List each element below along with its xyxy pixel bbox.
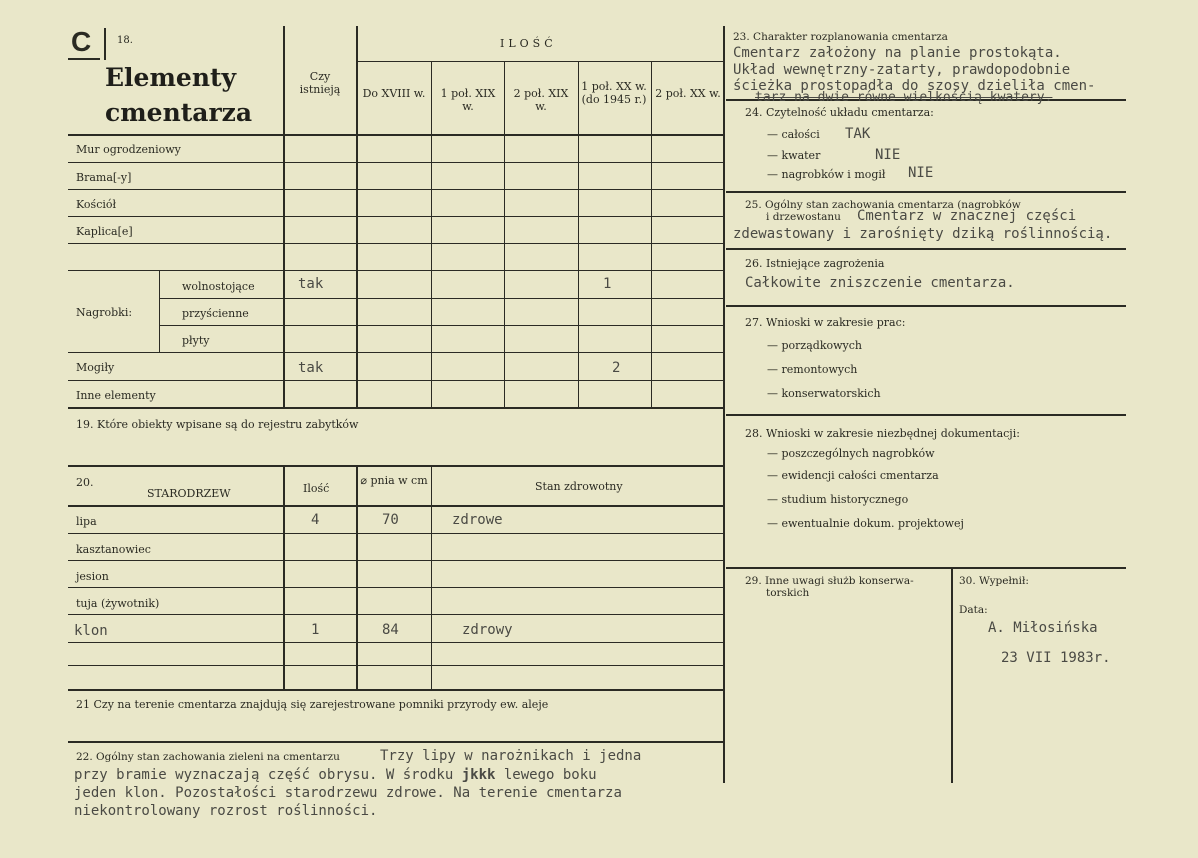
tree-name: kasztanowiec <box>76 543 151 556</box>
wolnostojace-exist-value: tak <box>298 276 324 292</box>
row-line <box>159 325 723 326</box>
row-line <box>68 162 723 163</box>
col-line-2xx <box>651 62 652 408</box>
s19-bottom <box>68 465 723 467</box>
row-label-mur: Mur ogrodzeniowy <box>76 143 181 156</box>
col-line-do18 <box>356 26 358 408</box>
row-line <box>68 270 723 271</box>
s25-value1: Cmentarz w znacznej części <box>857 208 1077 224</box>
tree-name: lipa <box>76 515 97 528</box>
s22-text-line3: jeden klon. Pozostałości starodrzewu zdrowe. Na terenie cmentarza <box>74 785 622 801</box>
s25-bottom <box>726 248 1126 250</box>
row-line <box>68 216 723 217</box>
tree-state: zdrowe <box>452 512 503 528</box>
col-line-1xx <box>578 62 579 408</box>
row-line <box>68 243 723 244</box>
s27-bottom <box>726 414 1126 416</box>
mogily-count-value: 2 <box>612 360 621 376</box>
tree-name-typed: klon <box>74 623 108 639</box>
nagrobki-sub-divider <box>159 271 160 352</box>
s24-bottom <box>726 191 1126 193</box>
s28-bottom <box>726 567 1126 569</box>
s20-col-stan <box>431 466 432 690</box>
s27-a: — porządkowych <box>767 339 862 352</box>
title-line1: Elementy <box>105 63 237 92</box>
tree-state: zdrowy <box>462 622 513 638</box>
row-label-inne: Inne elementy <box>76 389 156 402</box>
tree-diam: 70 <box>382 512 399 528</box>
s24-calosci: — całości <box>767 128 820 141</box>
title-line2: cmentarza <box>105 98 253 127</box>
s25-label2: i drzewostanu <box>766 211 841 223</box>
period-header: 2 poł. XX w. <box>655 87 721 100</box>
s28-d: — ewentualnie dokum. projektowej <box>767 517 964 530</box>
s20-ilosc-header: Ilość <box>303 482 330 495</box>
wolnostojace-count-value: 1 <box>603 276 612 292</box>
col-line-2xix <box>504 62 505 408</box>
s28-a: — poszczególnych nagrobków <box>767 447 935 460</box>
row-line <box>68 352 723 353</box>
s20-bottom <box>68 689 723 691</box>
s24-kwater-value: NIE <box>875 147 901 163</box>
row-line <box>68 614 723 615</box>
period-header: 2 poł. XIX w. <box>513 87 569 113</box>
s20-stan-header: Stan zdrowotny <box>535 480 623 493</box>
mogily-exist-value: tak <box>298 360 324 376</box>
row-label-kaplica: Kaplica[e] <box>76 225 133 238</box>
s30-name: A. Miłosińska <box>988 620 1098 636</box>
ilosc-header: ILOŚĆ <box>500 37 557 50</box>
s23-line4: tarz na dwie równe wielkością kwatery. <box>755 90 1053 105</box>
s20-col-pnia <box>356 466 358 690</box>
s24-nagrobkow-value: NIE <box>908 165 934 181</box>
s22-text-line4: niekontrolowany rozrost roślinności. <box>74 803 378 819</box>
s25-label1: 25. Ogólny stan zachowania cmentarza (nagrobków <box>745 199 1021 211</box>
ilosc-underline <box>357 61 723 62</box>
period-header: Do XVIII w. <box>362 87 426 100</box>
letter-divider <box>104 28 106 60</box>
s26-bottom <box>726 305 1126 307</box>
row-line <box>68 587 723 588</box>
s30-date: 23 VII 1983r. <box>1001 650 1111 666</box>
s24-label: 24. Czytelność układu cmentarza: <box>745 106 934 119</box>
section-letter-box <box>68 28 100 60</box>
period-header: 1 poł. XX w. (do 1945 r.) <box>581 80 647 106</box>
row-line <box>68 189 723 190</box>
s22-label: 22. Ogólny stan zachowania zieleni na cmentarzu <box>76 751 340 763</box>
s30-data-label: Data: <box>959 604 988 616</box>
s20-number: 20. <box>76 476 94 489</box>
s19-label: 19. Które obiekty wpisane są do rejestru zabytków <box>76 418 359 431</box>
s25-value2: zdewastowany i zarośnięty dziką roślinnością. <box>733 226 1113 242</box>
czy-istnieja-header: Czy istnieją <box>299 70 341 96</box>
s23-line2: Układ wewnętrzny-zatarty, prawdopodobnie <box>733 62 1071 78</box>
s30-label: 30. Wypełnił: <box>959 575 1029 587</box>
row-label-wolnostojace: wolnostojące <box>182 280 255 293</box>
s20-col-ilosc <box>283 466 285 690</box>
row-label-brama: Brama[-y] <box>76 171 132 184</box>
s23-line1: Cmentarz założony na planie prostokąta. <box>733 45 1062 61</box>
row-line <box>68 665 723 666</box>
s21-label: 21 Czy na terenie cmentarza znajdują się zarejestrowane pomniki przyrody ew. aleje <box>76 698 549 711</box>
s22-text-line1: Trzy lipy w narożnikach i jedna <box>380 748 642 764</box>
s22-text-line2: przy bramie wyznaczają część obrysu. W środku jkkk lewego boku <box>74 767 597 783</box>
tree-name: tuja (żywotnik) <box>76 597 160 610</box>
row-line <box>68 560 723 561</box>
s21-bottom <box>68 741 723 743</box>
s24-calosci-value: TAK <box>845 126 871 142</box>
s20-pnia-header: ⌀ pnia w cm <box>360 474 428 487</box>
s23-label: 23. Charakter rozplanowania cmentarza <box>733 31 948 43</box>
tree-count: 1 <box>311 622 320 638</box>
col-line-czy <box>283 26 285 408</box>
row-label-przyscienne: przyścienne <box>182 307 249 320</box>
s28-label: 28. Wnioski w zakresie niezbędnej dokumentacji: <box>745 427 1020 440</box>
s28-b: — ewidencji całości cmentarza <box>767 469 939 482</box>
s28-c: — studium historycznego <box>767 493 909 506</box>
row-line <box>159 298 723 299</box>
s20-header-bottom <box>68 505 723 507</box>
row-line <box>68 533 723 534</box>
tree-name: jesion <box>76 570 109 583</box>
s27-b: — remontowych <box>767 363 858 376</box>
s24-nagrobkow: — nagrobków i mogił <box>767 168 886 181</box>
row-line <box>68 380 723 381</box>
s24-kwater: — kwater <box>767 149 821 162</box>
s26-label: 26. Istniejące zagrożenia <box>745 257 885 270</box>
s29-label1: 29. Inne uwagi służb konserwa- <box>745 575 914 587</box>
s27-label: 27. Wnioski w zakresie prac: <box>745 316 906 329</box>
row-label-kosciol: Kościół <box>76 198 117 211</box>
header-bottom <box>68 134 723 136</box>
center-divider <box>723 26 725 783</box>
s20-title: STARODRZEW <box>147 487 231 500</box>
row-label-plyty: płyty <box>182 334 210 347</box>
table-bottom <box>68 407 723 409</box>
s27-c: — konserwatorskich <box>767 387 881 400</box>
s23-line3: ścieżka prostopadła do szosy dzieliła cmen- <box>733 78 1096 94</box>
row-label-mogily: Mogiły <box>76 361 115 374</box>
section-number: 18. <box>117 35 133 46</box>
s26-value: Całkowite zniszczenie cmentarza. <box>745 275 1015 291</box>
s29-label2: torskich <box>766 587 810 599</box>
section-letter: C <box>71 26 92 57</box>
col-line-1xix <box>431 62 432 408</box>
row-line <box>68 642 723 643</box>
tree-count: 4 <box>311 512 320 528</box>
s29-s30-divider <box>951 568 953 783</box>
period-header: 1 poł. XIX w. <box>440 87 496 113</box>
row-label-nagrobki: Nagrobki: <box>76 306 133 319</box>
tree-diam: 84 <box>382 622 399 638</box>
